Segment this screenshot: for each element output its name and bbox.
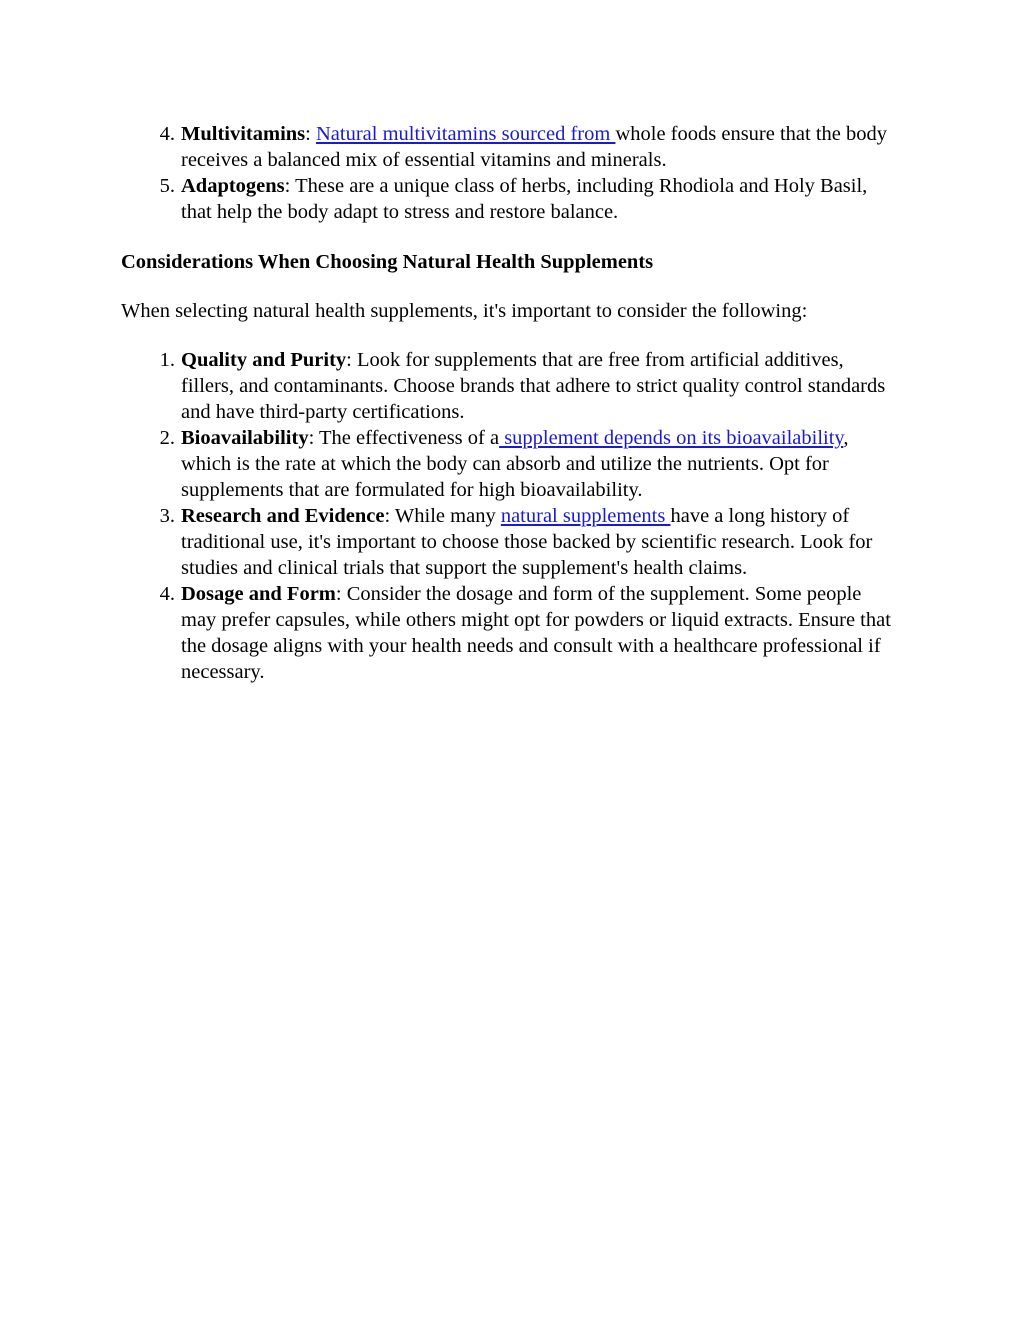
list-item-research-evidence [159, 503, 901, 581]
list-number: 1. [159, 349, 175, 371]
natural-supplements-link[interactable]: natural supplements [500, 505, 671, 527]
list-item-adaptogens [159, 173, 901, 225]
item-text: whole foods ensure that the body receives a balanced mix of essential vitamins and minerals. [181, 123, 888, 171]
item-text: , which is the rate at which the body can absorb and utilize the nutrients. Opt for supplements that are formulated for high bioavailability. [181, 427, 849, 501]
list-number: 4. [159, 123, 175, 145]
item-text: have a long history of traditional use, it's important to choose those backed by scientific research. Look for studies and clinical trials that support the supplement's health claims. [181, 505, 873, 579]
item-title: Adaptogens [181, 175, 285, 197]
item-text: : Consider the dosage and form of the supplement. Some people may prefer capsules, while others might opt for powders or liquid extracts. Ensure that the dosage aligns with your health needs and consult with a healthcare professional if necessary. [181, 583, 891, 683]
item-text: : Look for supplements that are free from artificial additives, fillers, and contaminants. Choose brands that adhere to strict quality control standards and have third-party certifications. [181, 349, 886, 423]
considerations-list [159, 347, 901, 685]
list-number: 4. [159, 583, 175, 605]
bioavailability-link[interactable]: supplement depends on its bioavailability [499, 427, 844, 449]
multivitamins-link[interactable]: Natural multivitamins sourced from [315, 123, 616, 145]
item-text: : These are a unique class of herbs, including Rhodiola and Holy Basil, that help the body adapt to stress and restore balance. [181, 175, 868, 223]
item-separator: : [305, 123, 316, 145]
list-item-dosage-form [159, 581, 901, 685]
list-number: 3. [159, 505, 175, 527]
item-title: Quality and Purity [181, 349, 347, 371]
list-number: 2. [159, 427, 175, 449]
item-title: Dosage and Form [181, 583, 336, 605]
item-title: Bioavailability [181, 427, 309, 449]
supplement-types-list [159, 121, 901, 225]
list-item-bioavailability [159, 425, 901, 503]
section-heading: Considerations When Choosing Natural Health Supplements [121, 251, 654, 273]
item-title: Research and Evidence [181, 505, 385, 527]
item-text: : The effectiveness of a [308, 427, 500, 449]
list-item-multivitamins [159, 121, 901, 173]
list-number: 5. [159, 175, 175, 197]
item-title: Multivitamins [181, 123, 306, 145]
item-text: : While many [384, 505, 501, 527]
list-item-quality-purity [159, 347, 901, 425]
section-intro: When selecting natural health supplements, it's important to consider the following: [121, 300, 808, 322]
